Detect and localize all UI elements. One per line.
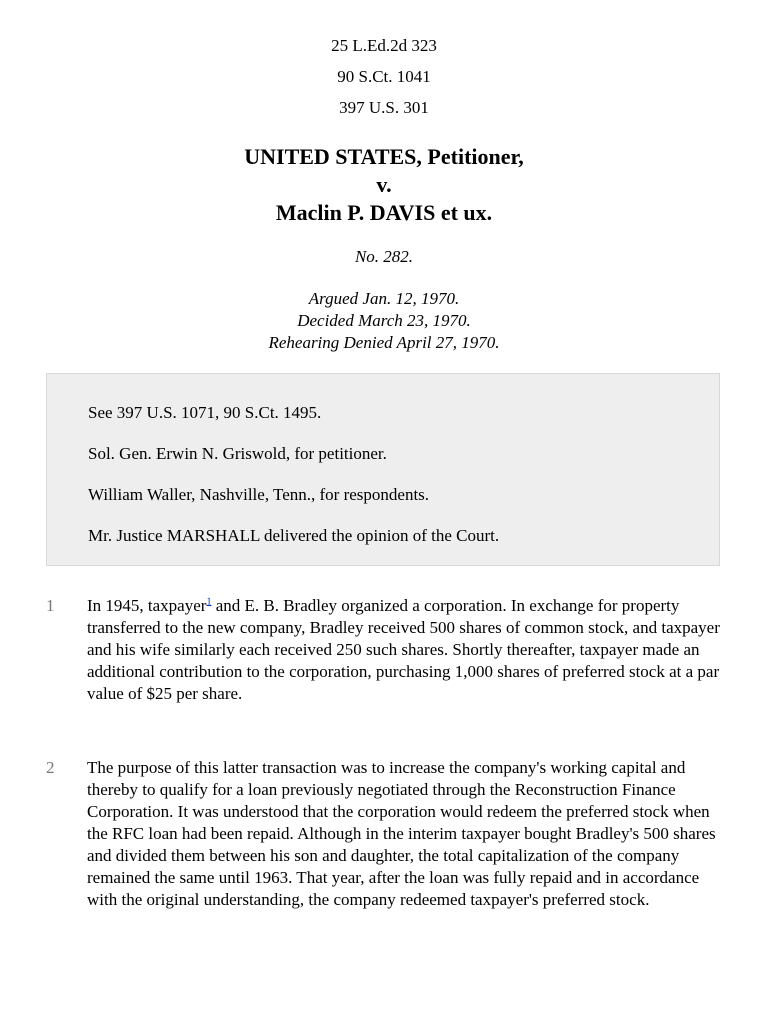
versus-label: v. [376, 172, 392, 197]
argued-date: Argued Jan. 12, 1970. [308, 289, 460, 308]
paragraph-text [87, 595, 727, 705]
citation-led: 25 L.Ed.2d 323 [331, 36, 437, 55]
petitioner-name: UNITED STATES, Petitioner, [244, 144, 524, 169]
rehearing-date: Rehearing Denied April 27, 1970. [268, 333, 500, 352]
citations [0, 33, 768, 126]
case-dates [0, 288, 768, 354]
case-caption [0, 143, 768, 227]
citation-us: 397 U.S. 301 [339, 98, 429, 117]
paragraph-text-start: In 1945, taxpayer [87, 596, 207, 615]
citation-sct: 90 S.Ct. 1041 [337, 67, 431, 86]
counsel-respondents: William Waller, Nashville, Tenn., for respondents. [88, 485, 430, 504]
see-also-citation: See 397 U.S. 1071, 90 S.Ct. 1495. [88, 403, 322, 422]
counsel-petitioner: Sol. Gen. Erwin N. Griswold, for petitioner. [88, 444, 387, 463]
paragraph-number: 1 [46, 596, 55, 615]
footnote-link[interactable]: 1 [206, 596, 212, 608]
paragraph-number: 2 [46, 758, 55, 777]
preliminaries-box [46, 373, 720, 566]
docket-number: No. 282. [354, 247, 414, 266]
paragraph-text: The purpose of this latter transaction was to increase the company's working capital and thereby to qualify for a loan previously negotiated through the Reconstruction Finance Corporation. It was understood that the corporation would redeem the preferred stock when the RFC loan had been repaid. Although in the interim taxpayer bought Bradley's 500 shares and divided them between his son and daughter, the total capitalization of the company remained the same until 1963. That year, after the loan was fully repaid and in accordance with the original understanding, the company redeemed taxpayer's preferred stock. [87, 758, 716, 909]
respondent-name: Maclin P. DAVIS et ux. [275, 200, 493, 225]
decided-date: Decided March 23, 1970. [297, 311, 471, 330]
opinion-author: Mr. Justice MARSHALL delivered the opinion of the Court. [88, 526, 500, 545]
paragraph-text-rest: and E. B. Bradley organized a corporation. In exchange for property transferred to the new company, Bradley received 500 shares of common stock, and taxpayer and his wife similarly each received 250 such shares. Shortly thereafter, taxpayer made an additional contribution to the corporation, purchasing 1,000 shares of preferred stock at a par value of $25 per share. [87, 596, 720, 703]
